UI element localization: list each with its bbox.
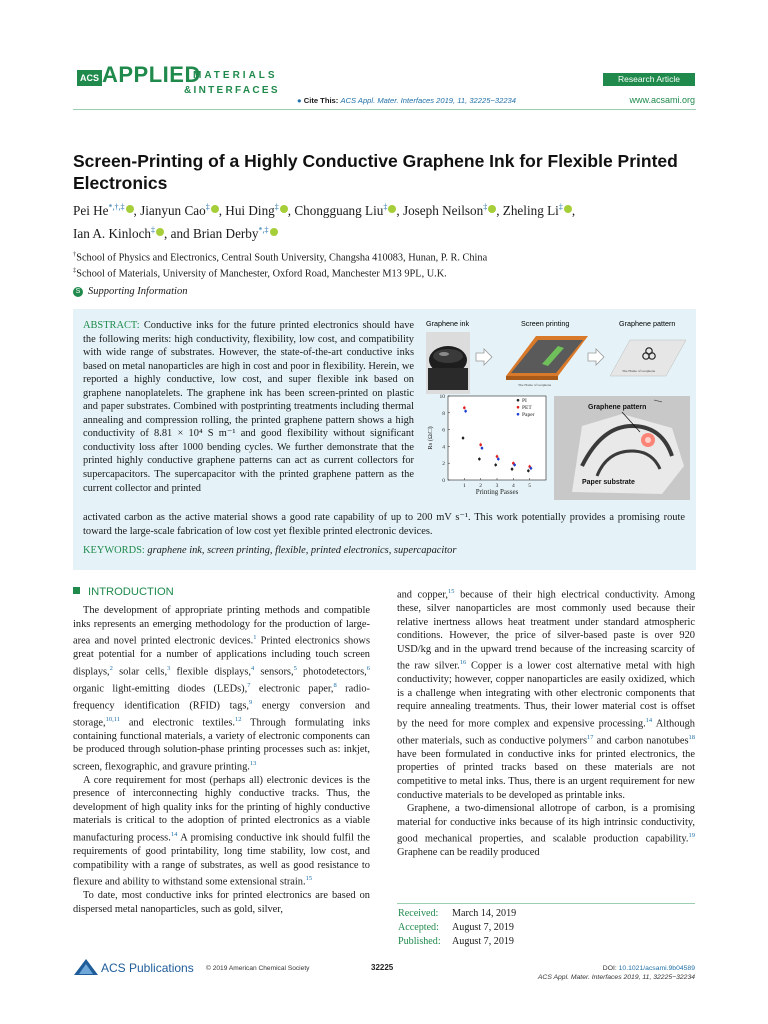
toc-label-pattern-photo: Graphene pattern xyxy=(588,404,647,411)
journal-logo-applied: APPLIED xyxy=(102,62,201,87)
toc-label-ink: Graphene ink xyxy=(426,319,470,328)
orcid-icon[interactable] xyxy=(270,228,278,236)
screen-printing-illustration xyxy=(506,336,588,387)
received-date: Received: March 14, 2019 xyxy=(398,908,517,919)
y-tick-label: 10 xyxy=(439,394,445,400)
x-tick-label: 1 xyxy=(462,483,466,489)
legend-marker xyxy=(517,399,520,402)
orcid-icon[interactable] xyxy=(280,205,288,213)
footer-journal-ref: ACS Appl. Mater. Interfaces 2019, 11, 32225−32234 xyxy=(537,974,695,981)
printed-pattern-illustration xyxy=(610,340,686,376)
page-number: 32225 xyxy=(371,963,394,972)
affiliation-2: ‡School of Materials, University of Manchester, Oxford Road, Manchester M13 9PL, U.K. xyxy=(73,267,447,280)
y-tick-label: 6 xyxy=(442,427,445,434)
svg-text:The Home of Graphene: The Home of Graphene xyxy=(622,369,656,373)
copyright: © 2019 American Chemical Society xyxy=(206,965,310,972)
orcid-icon[interactable] xyxy=(564,205,572,213)
y-tick-label: 0 xyxy=(442,478,445,484)
accepted-date: Accepted: August 7, 2019 xyxy=(398,922,514,933)
author-name: Pei He*,†,‡ , xyxy=(73,203,137,219)
introduction-heading: INTRODUCTION xyxy=(73,586,174,598)
y-tick-label: 4 xyxy=(442,444,445,451)
footer-doi: DOI: 10.1021/acsami.9b04589 ACS Appl. Mater. Interfaces 2019, 11, 32225−32234 xyxy=(470,964,695,982)
journal-website-link[interactable]: www.acsami.org xyxy=(629,95,695,105)
y-tick-label: 8 xyxy=(442,410,445,417)
toc-label-pattern: Graphene pattern xyxy=(619,319,676,328)
toc-label-printing: Screen printing xyxy=(521,319,570,328)
svg-text:The Home of Graphene: The Home of Graphene xyxy=(518,383,552,387)
abstract-heading: ABSTRACT: xyxy=(83,320,140,331)
orcid-icon[interactable] xyxy=(388,205,396,213)
legend-marker xyxy=(517,413,520,416)
y-tick-label: 2 xyxy=(442,461,445,468)
ink-jar-photo xyxy=(426,332,470,394)
header-divider xyxy=(73,109,696,110)
author-name: Hui Ding‡ , xyxy=(225,203,292,219)
author-name: Ian A. Kinloch‡ , xyxy=(73,225,168,241)
published-date: Published: August 7, 2019 xyxy=(398,936,514,947)
acs-publications-logo-icon xyxy=(73,958,99,976)
x-tick-label: 5 xyxy=(528,483,532,489)
abstract-text: ABSTRACT: Conductive inks for the future printed electronics should have the following merits: high conductivity, flexibility, low cost, and compatibility with wide range of substrates. However, the state-of-the-art conductive inks based on metal nanoparticles are high in cost and poor in flexibility. Herein, we reported a highly conductive, low cost, and super flexible ink based on graphene nanoplatelets. The graphene ink has been screen-printed on plastic and paper substrates. Combined with postprinting treatments including thermal annealing and compression rolling, the printed graphene pattern shows a high conductivity of 8.81 × 10⁴ S m⁻¹ and good flexibility without significant conductivity loss after 1000 bending cycles. We further demonstrate that the printed highly conductive graphene patterns can act as current collectors for supercapacitors. The supercapacitor with the printed graphene pattern as the current collector and printed xyxy=(83,320,414,494)
x-tick-label: 4 xyxy=(511,483,515,489)
abstract-text-continued: activated carbon as the active material shows a good rate capability of up to 200 mV s⁻¹. This work potentially provides a promising route toward the large-scale fabrication of low cost yet flexible printed electronic devices. xyxy=(83,512,685,537)
arrow-icon xyxy=(476,349,492,365)
y-axis-label: Rs (Ω/□) xyxy=(427,426,434,450)
body-column-right: and copper,$^{15}$ because of their high electrical conductivity. Among these, silver nanoparticles are most commonly used because their relative inertness allows heat treatment under standard atmospheric conditions. However, the price of silver-based paste is over 920 USD/kg and in the upward trend because of the increasing scarcity of the raw silver.$^{16}$ Copper is a lower cost alternative metal with high conductivity; however, copper nanoparticles are easily oxidized, which is a challenge when integrating with other electronic components that require annealing treatments. Thus, their lower material cost is offset by the need for more complex and expensive processing.$^{14}$ Although other materials, such as conductive polymers$^{17}$ and carbon nanotubes$^{18}$ have been formulated in conductive inks for printed electronics, the properties of printed tracks based on these materials are not competitive to metal inks. Thus, there is an urgent requirement for new conductive materials to be developed as printable inks. Graphene, a two-dimensional allotrope of carbon, is a promising material for conductive inks because of its high intrinsic conductivity, good mechanical properties, and scalable production capability.$^{19}$ Graphene can be readily produced xyxy=(397,588,695,859)
legend-label: Paper xyxy=(522,412,535,418)
author-name: and Brian Derby*,‡ xyxy=(171,226,278,241)
legend-marker xyxy=(517,406,520,409)
keywords: KEYWORDS: graphene ink, screen printing, flexible, printed electronics, supercapacitor xyxy=(83,545,457,556)
orcid-icon[interactable] xyxy=(156,228,164,236)
share-icon: ● xyxy=(297,96,302,105)
toc-graphic xyxy=(422,316,690,506)
sheet-resistance-chart xyxy=(427,394,546,496)
journal-logo-materials: MATERIALS xyxy=(193,70,278,81)
author-name: Jianyun Cao‡ , xyxy=(140,203,222,219)
x-tick-label: 2 xyxy=(479,483,483,489)
legend-label: PI xyxy=(522,398,527,404)
orcid-icon[interactable] xyxy=(488,205,496,213)
author-name: Zheling Li‡ , xyxy=(502,203,576,219)
paper-circuit-photo xyxy=(554,396,690,500)
affiliation-1: †School of Physics and Electronics, Central South University, Changsha 410083, Hunan, P. R. China xyxy=(73,251,488,264)
orcid-icon[interactable] xyxy=(211,205,219,213)
orcid-icon[interactable] xyxy=(126,205,134,213)
cite-label: Cite This: xyxy=(303,96,339,105)
cite-this[interactable] xyxy=(297,96,516,105)
dates-divider xyxy=(397,903,695,904)
legend-label: PET xyxy=(522,405,532,411)
toc-label-paper: Paper substrate xyxy=(582,479,635,486)
author-name: Joseph Neilson‡ , xyxy=(402,203,500,219)
cite-reference[interactable]: ACS Appl. Mater. Interfaces 2019, 11, 32225−32234 xyxy=(340,96,516,105)
journal-logo-interfaces: &INTERFACES xyxy=(184,85,280,96)
article-title: Screen-Printing of a Highly Conductive Graphene Ink for Flexible Printed Electronics xyxy=(73,151,678,193)
supporting-information-link[interactable]: S Supporting Information xyxy=(73,286,187,297)
article-type-badge: Research Article xyxy=(603,73,695,86)
publisher-name: ACS Publications xyxy=(101,961,194,975)
supporting-info-icon: S xyxy=(73,287,83,297)
x-tick-label: 3 xyxy=(495,483,499,489)
doi-link[interactable]: 10.1021/acsami.9b04589 xyxy=(618,965,695,972)
author-list xyxy=(73,198,703,243)
x-axis-label: Printing Passes xyxy=(475,488,519,496)
section-marker-icon xyxy=(73,587,80,594)
body-column-left: The development of appropriate printing methods and compatible inks represents an emerging methodology for the production of large-area and novel printed electronic devices.$^1$ Printed electronics shows great potential for a number of applications including touch screen displays,$^2$ solar cells,$^3$ flexible displays,$^4$ sensors,$^5$ photodetectors,$^6$ organic light-emitting diodes (LEDs),$^7$ electronic paper,$^8$ radio-frequency identification (RFID) tags,$^9$ energy conversion and storage,$^{10,11}$ and electronic textiles.$^{12}$ Through formulating inks containing functional materials, a variety of electronic components can be produced through solution-phase printing processes such as: inkjet, screen, flexographic, and gravure printing.$^{13}$ A core requirement for most (perhaps all) electronic devices is the presence of interconnecting highly conductive tracks. Thus, the development of high quality inks for the printing of highly conductive materials is critical to the adoption of printed electronics as a viable manufacturing process.$^{14}$ A promising conductive ink should fulfil the requirements of good printability, long time stability, low cost, and compatibility with a range of substrates, as well as good resistance to flexure and ability to withstand some extensional strain.$^{15}$ To date, most conductive inks for printed electronics are based on dispersed metal nanoparticles, such as gold, silver, xyxy=(73,605,370,915)
arrow-icon xyxy=(588,349,604,365)
author-name: Chongguang Liu‡ , xyxy=(294,203,400,219)
acs-logo-badge: ACS xyxy=(77,70,102,86)
